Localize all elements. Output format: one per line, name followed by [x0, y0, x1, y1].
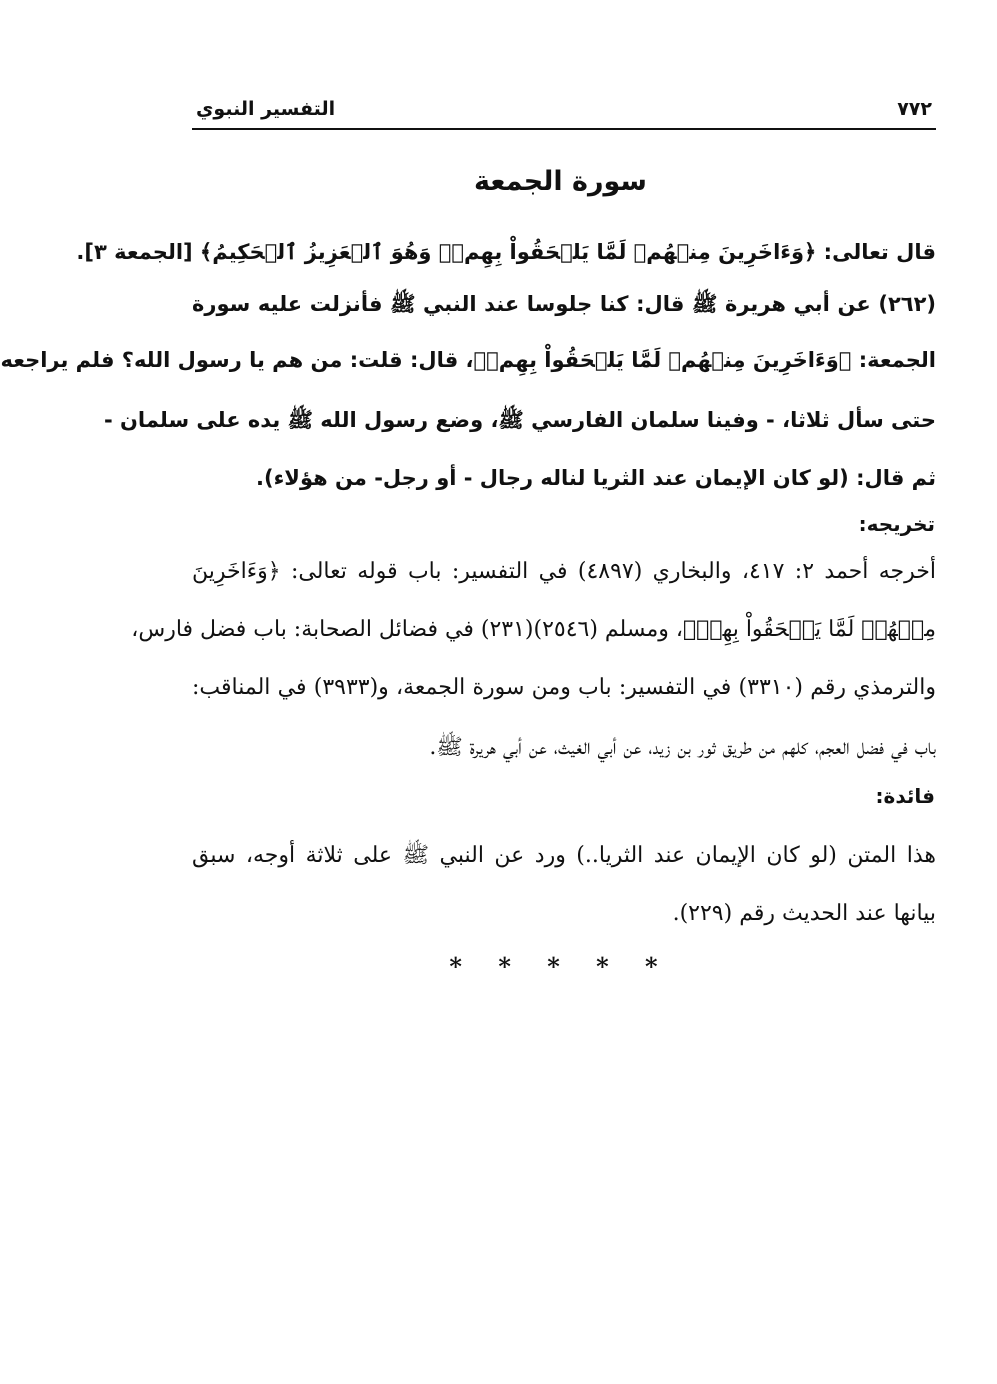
- takhrij-line-4: باب في فضل العجم، كلهم من طريق ثور بن زيد، عن أبي الغيث، عن أبي هريرة ﷺ.: [429, 735, 936, 760]
- takhrij-line-2: مِنۡهُمۡ لَمَّا يَلۡحَقُواْ بِهِمۡ﴾، ومسلم (٢٥٤٦)(٢٣١) في فضائل الصحابة: باب فضل فارس،: [131, 617, 936, 642]
- book-title: التفسير النبوي: [196, 98, 336, 120]
- hadith-line-1: (٢٦٢) عن أبي هريرة ﷺ قال: كنا جلوسا عند النبي ﷺ فأنزلت عليه سورة: [192, 292, 936, 316]
- takhrij-line-1: أخرجه أحمد ٢: ٤١٧، والبخاري (٤٨٩٧) في التفسير: باب قوله تعالى: ﴿وَءَاخَرِينَ: [192, 559, 937, 584]
- section-separator: * * * * *: [449, 952, 672, 981]
- hadith-line-3: حتى سأل ثلاثا، - وفينا سلمان الفارسي ﷺ، وضع رسول الله ﷺ يده على سلمان -: [103, 408, 936, 432]
- page-header: [192, 96, 936, 130]
- faida-heading: فائدة:: [875, 784, 935, 808]
- takhrij-heading: تخريجه:: [858, 512, 935, 536]
- takhrij-line-3: والترمذي رقم (٣٣١٠) في التفسير: باب ومن سورة الجمعة، و(٣٩٣٣) في المناقب:: [192, 675, 936, 700]
- faida-line-1: هذا المتن (لو كان الإيمان عند الثريا..) ورد عن النبي ﷺ على ثلاثة أوجه، سبق: [192, 843, 936, 868]
- surah-title: سورة الجمعة: [474, 166, 647, 197]
- hadith-line-4: ثم قال: (لو كان الإيمان عند الثريا لناله رجال - أو رجل- من هؤلاء).: [256, 466, 936, 490]
- verse-line: قال تعالى: ﴿وَءَاخَرِينَ مِنۡهُمۡ لَمَّا يَلۡحَقُواْ بِهِمۡۚ وَهُوَ ٱلۡعَزِيزُ ٱلۡحَكِيمُ﴾ [الجمعة ٣].: [76, 240, 936, 264]
- hadith-line-2: الجمعة: ﴿وَءَاخَرِينَ مِنۡهُمۡ لَمَّا يَلۡحَقُواْ بِهِمۡ﴾، قال: قلت: من هم يا رسول الله؟ فلم يراجعه: [0, 348, 936, 372]
- page-number: ٧٧٢: [897, 98, 932, 120]
- faida-line-2: بيانها عند الحديث رقم (٢٢٩).: [672, 901, 936, 926]
